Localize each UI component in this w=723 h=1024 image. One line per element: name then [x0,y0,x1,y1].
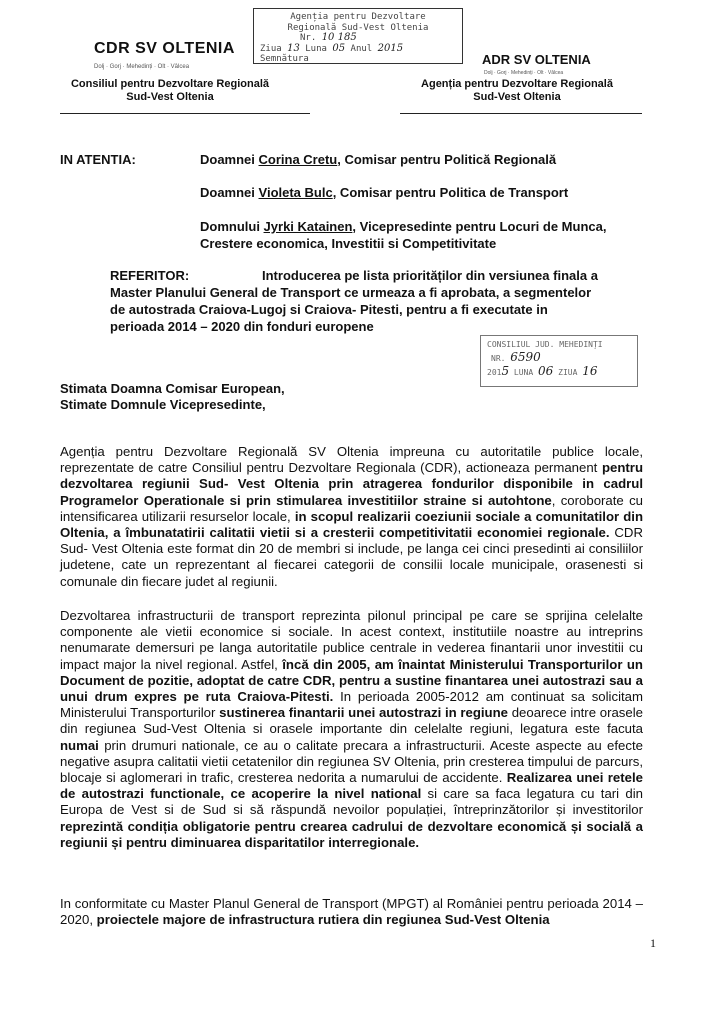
p1-emphasis: pentru dezvoltarea regiunii Sud- Vest Oltenia prin atragerea fondurilor disponibile in cadrul Programelor Operationale si prin stimularea investitiilor straine si autohtone [60,460,643,508]
addressee-katainen-title: , Vicepresedinte pentru Locuri de Munca, [352,219,607,234]
cdr-logo-counties: Dolj · Gorj · Mehedinți · Olt · Vâlcea [94,64,190,70]
council-stamp [480,335,638,387]
addressee-katainen-line2: Crestere economica, Investitii si Competitivitate [200,236,497,251]
p2-text: In perioada 2005-2012 am continuat sa solicitam Ministerului Transporturilor [60,689,643,721]
salutation-line2: Stimate Domnule Vicepresedinte, [60,397,266,412]
adr-logo-counties: Dolj · Gorj · Mehedinți · Olt · Vâlcea [484,70,564,76]
addressee-bulc-name: Violeta Bulc [258,185,333,200]
salutation-line1: Stimata Doamna Comisar European, [60,381,285,396]
addressee-bulc [200,185,568,201]
paragraph-3 [60,896,643,928]
council-stamp-nr [487,351,631,365]
addressee-cretu-name: Corina Cretu [258,152,338,167]
stamp-luna-value: 05 [332,42,346,54]
header-divider-left [60,113,310,114]
council-stamp-title: CONSILIUL JUD. MEHEDINȚI [487,340,603,349]
p1-emphasis: in scopul realizarii coeziunii sociale a comunitatilor din Oltenia, a îmbunatatirii calitatii vietii si a cresterii competitivitatii economiei regionale. [60,508,643,541]
council-stamp-ziua-label: ZIUA [558,368,578,377]
subject-line2: Master Planului General de Transport ce urmeaza a fi aprobata, a segmentelor [110,285,592,300]
council-stamp-nr-label: NR. [491,354,506,363]
stamp-anul-label: Anul [350,43,373,54]
stamp-date [260,44,456,55]
subject-line3: de autostrada Craiova-Lugoj si Craiova- Pitesti, pentru a fi executate in [110,302,548,317]
cdr-org-line1: Consiliul pentru Dezvoltare Regională [70,78,270,90]
p2-emphasis: numai [60,737,99,753]
subject-line4: perioada 2014 – 2020 din fonduri europene [110,319,374,334]
council-stamp-ziua-value: 16 [582,364,598,378]
addressee-bulc-prefix: Doamnei [200,185,259,200]
cdr-org-line2: Sud-Vest Oltenia [126,91,214,103]
stamp-nr-label: Nr. [300,33,317,43]
attention-label: IN ATENTIA: [60,152,136,167]
p1-text: Agenția pentru Dezvoltare Regională SV Oltenia impreuna cu autoritatile publice locale, reprezentate de catre Consiliul pentru Dezvoltare Regionala (CDR), actioneaza permanent [60,444,643,476]
adr-logo: ADR SV OLTENIA [482,52,591,67]
cdr-org-name [60,78,280,104]
stamp-line2: Regională Sud-Vest Oltenia [287,22,429,33]
addressee-cretu-prefix: Doamnei [200,152,259,167]
stamp-signature: Semnătura [260,54,309,64]
p3-emphasis: proiectele majore de infrastructura rutiera din regiunea Sud-Vest Oltenia [96,912,550,928]
paragraph-1 [60,444,643,590]
council-stamp-year-prefix: 201 [487,368,502,377]
adr-org-line2: Sud-Vest Oltenia [473,91,561,103]
addressee-cretu [200,152,556,168]
registration-stamp [253,8,463,64]
council-stamp-luna-value: 06 [538,364,554,378]
p2-emphasis: sustinerea finantarii unei autostrazi in regiune [219,705,508,721]
p2-text: deoarece intre orasele din regiunea Sud-Vest Oltenia si orasele importante din celelalte regiuni, legatura este facuta [60,705,643,737]
p3-text: In conformitate cu Master Planul General de Transport (MPGT) al României pentru perioada 2014 – 2020, [60,896,643,928]
council-stamp-year-value: 5 [501,364,510,378]
stamp-luna-label: Luna [305,43,327,54]
adr-org-line1: Agenția pentru Dezvoltare Regională [421,78,613,90]
addressee-katainen [200,219,606,235]
paragraph-2 [60,608,643,851]
stamp-ziua-value: 13 [287,42,300,54]
council-stamp-date [487,365,631,379]
cdr-logo: CDR SV OLTENIA [94,40,235,57]
subject-line1: Introducerea pe lista priorităților din versiunea finala a [262,268,598,283]
council-stamp-nr-value: 6590 [510,350,541,364]
addressee-katainen-prefix: Domnului [200,219,264,234]
council-stamp-luna-label: LUNA [513,368,534,377]
header-divider-right [400,113,642,114]
addressee-bulc-title: , Comisar pentru Politica de Transport [332,185,569,200]
p2-emphasis: reprezintă condiția obligatorie pentru crearea cadrului de dezvoltare economică și socială a regiunii și pentru diminuarea disparitatilor interregionale. [60,818,643,850]
p1-text: CDR Sud- Vest Oltenia este format din 20 de membri si include, pe langa cei cinci presedinti ai consiliilor judetene, cate un reprezentant al fiecarei categorii de consilii locale municipale, orasenesti si comunale din fiecare judet al regiunii. [60,525,643,589]
p2-emphasis: Realizarea unei retele de autostrazi functionale, ce acoperire la nivel national [60,770,643,802]
p2-text: si care sa faca legatura cu tari din Europa de Vest si de Sud si să răspundă nevoilor populației, întreprinzătorilor și investitorilor [60,786,643,818]
addressee-katainen-name: Jyrki Katainen [263,219,353,234]
stamp-anul-value: 2015 [377,42,404,54]
p2-text: Dezvoltarea infrastructurii de transport reprezinta pilonul principal pe care se sprijina celelalte componente ale vietii economice si sociale. In acest context, institutiile noastre au intreprins nenumarate demersuri pe langa autoritatile publice centrale in vederea finantarii unor investitii cu impact major la nivel regional. Astfel, [60,608,643,672]
addressee-cretu-title: , Comisar pentru Politică Regională [337,152,557,167]
page-number: 1 [650,936,656,950]
p1-text: , coroborate cu intensificarea utilizarii resurselor locale, [60,492,643,524]
p2-text: prin drumuri nationale, ce au o calitate precara a infrastructurii. Aceste aspecte au efecte negative asupra calitatii vietii cetatenilor din regiunea SV Oltenia, prin cresterea timpului de parcurs, blocaje si aglomerari in trafic, cresterea nedorita a numarului de accidente. [60,737,643,786]
adr-org-name [392,78,642,104]
stamp-line1: Agenția pentru Dezvoltare [290,12,426,22]
p2-emphasis: încă din 2005, am înaintat Ministerului Transporturilor un Document de pozitie, adoptat de catre CDR, pentru a sustine finantarea unei autostrazi sau a unui drum expres pe ruta Craiova-Pitesti. [60,656,643,705]
stamp-nr-value: 10 185 [321,32,357,43]
stamp-ziua-label: Ziua [260,43,282,54]
subject-label: REFERITOR: [110,268,190,283]
